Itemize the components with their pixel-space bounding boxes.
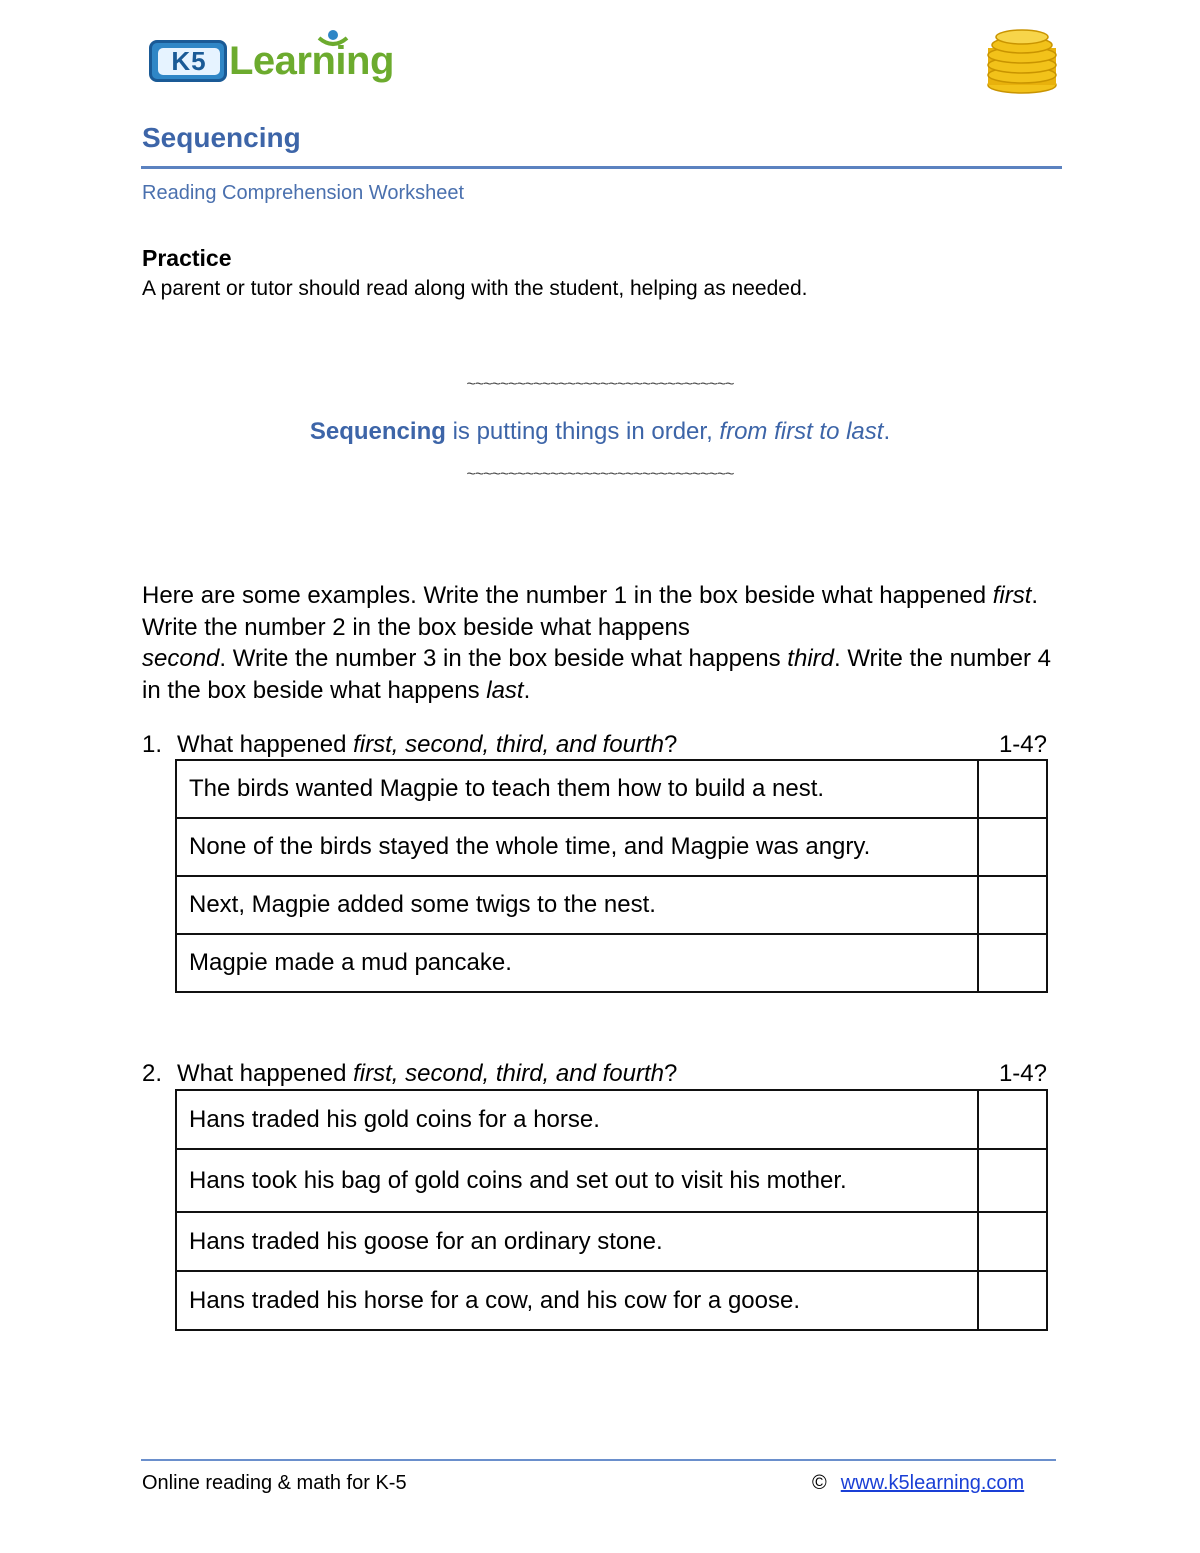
table-row bbox=[176, 1212, 1047, 1271]
answer-box[interactable] bbox=[978, 1271, 1047, 1330]
event-text: Magpie made a mud pancake. bbox=[176, 934, 978, 992]
practice-note: A parent or tutor should read along with the student, helping as needed. bbox=[142, 277, 808, 300]
question-emphasis: first, second, third, and fourth bbox=[353, 1060, 664, 1087]
answer-box[interactable] bbox=[978, 760, 1047, 818]
instructions-text: Here are some examples. Write the number 1 in the box beside what happened bbox=[142, 582, 993, 609]
learning-logo-text: Learning bbox=[229, 39, 394, 83]
definition-term: Sequencing bbox=[309, 418, 446, 445]
instructions-emphasis: third bbox=[787, 645, 834, 672]
table-row bbox=[176, 934, 1047, 992]
event-text: Hans traded his gold coins for a horse. bbox=[176, 1090, 978, 1149]
answer-range-label: 1-4? bbox=[998, 1060, 1047, 1087]
answer-box[interactable] bbox=[978, 1149, 1047, 1212]
instructions-emphasis: last bbox=[486, 676, 524, 704]
tilde-divider-bottom: ~~~~~~~~~~~~~~~~~~~~~~~~~~~~~~~~ bbox=[466, 466, 734, 483]
event-text: Hans traded his horse for a cow, and his cow for a goose. bbox=[176, 1271, 978, 1330]
footer-divider bbox=[141, 1459, 1056, 1461]
answer-range-label: 1-4? bbox=[998, 731, 1047, 758]
question-text bbox=[177, 731, 677, 759]
question-emphasis: first, second, third, and fourth bbox=[353, 731, 664, 758]
instructions-text: . Write the number 2 in the box beside what happens bbox=[142, 582, 1039, 641]
answer-box[interactable] bbox=[978, 934, 1047, 992]
instructions-text: . Write the number 3 in the box beside what happens bbox=[219, 645, 788, 672]
table-row bbox=[176, 1090, 1047, 1149]
answer-box[interactable] bbox=[978, 1212, 1047, 1271]
question-text bbox=[177, 1060, 677, 1088]
question-prefix: What happened bbox=[177, 1060, 354, 1087]
tilde-divider-top: ~~~~~~~~~~~~~~~~~~~~~~~~~~~~~~~~ bbox=[466, 376, 734, 393]
question-suffix: ? bbox=[663, 1060, 678, 1087]
answer-box[interactable] bbox=[978, 1090, 1047, 1149]
question-2-table bbox=[175, 1089, 1048, 1331]
table-row bbox=[176, 818, 1047, 876]
event-text: None of the birds stayed the whole time, and Magpie was angry. bbox=[176, 818, 978, 876]
instructions-emphasis: first bbox=[992, 582, 1032, 609]
k5-logo-badge bbox=[149, 40, 227, 82]
question-prefix: What happened bbox=[177, 731, 354, 758]
table-row bbox=[176, 1271, 1047, 1330]
header-divider bbox=[141, 166, 1062, 169]
definition-end: . bbox=[883, 418, 891, 445]
copyright-symbol: © bbox=[812, 1472, 827, 1494]
instructions-emphasis: second bbox=[142, 645, 220, 672]
page-title: Sequencing bbox=[142, 122, 301, 153]
website-link[interactable]: www.k5learning.com bbox=[840, 1472, 1025, 1494]
definition-emphasis: from first to last bbox=[719, 418, 884, 445]
instructions-text: . Write the number 4 in the box beside what happens bbox=[142, 645, 1051, 704]
table-row bbox=[176, 1149, 1047, 1212]
question-1-heading bbox=[142, 731, 1047, 761]
gold-coins-icon bbox=[982, 28, 1062, 94]
event-text: The birds wanted Magpie to teach them how to build a nest. bbox=[176, 760, 978, 818]
table-row bbox=[176, 876, 1047, 934]
k5-logo-text: K5 bbox=[158, 48, 220, 75]
footer-tagline: Online reading & math for K-5 bbox=[142, 1472, 407, 1494]
event-text: Hans traded his goose for an ordinary stone. bbox=[176, 1212, 978, 1271]
question-1-table bbox=[175, 759, 1048, 993]
page-subtitle: Reading Comprehension Worksheet bbox=[142, 182, 465, 204]
definition-middle: is putting things in order, bbox=[445, 418, 720, 445]
definition-text bbox=[0, 418, 1200, 446]
practice-heading: Practice bbox=[142, 245, 232, 271]
footer-copyright bbox=[812, 1472, 1024, 1495]
k5-learning-logo bbox=[145, 28, 400, 90]
event-text: Hans took his bag of gold coins and set out to visit his mother. bbox=[176, 1149, 978, 1212]
question-number: 1. bbox=[142, 731, 163, 758]
answer-box[interactable] bbox=[978, 876, 1047, 934]
instructions-paragraph bbox=[142, 580, 1072, 706]
question-suffix: ? bbox=[663, 731, 678, 758]
question-number: 2. bbox=[142, 1060, 163, 1087]
instructions-text: . bbox=[523, 676, 531, 704]
table-row bbox=[176, 760, 1047, 818]
question-2-heading bbox=[142, 1060, 1047, 1090]
answer-box[interactable] bbox=[978, 818, 1047, 876]
event-text: Next, Magpie added some twigs to the nest. bbox=[176, 876, 978, 934]
